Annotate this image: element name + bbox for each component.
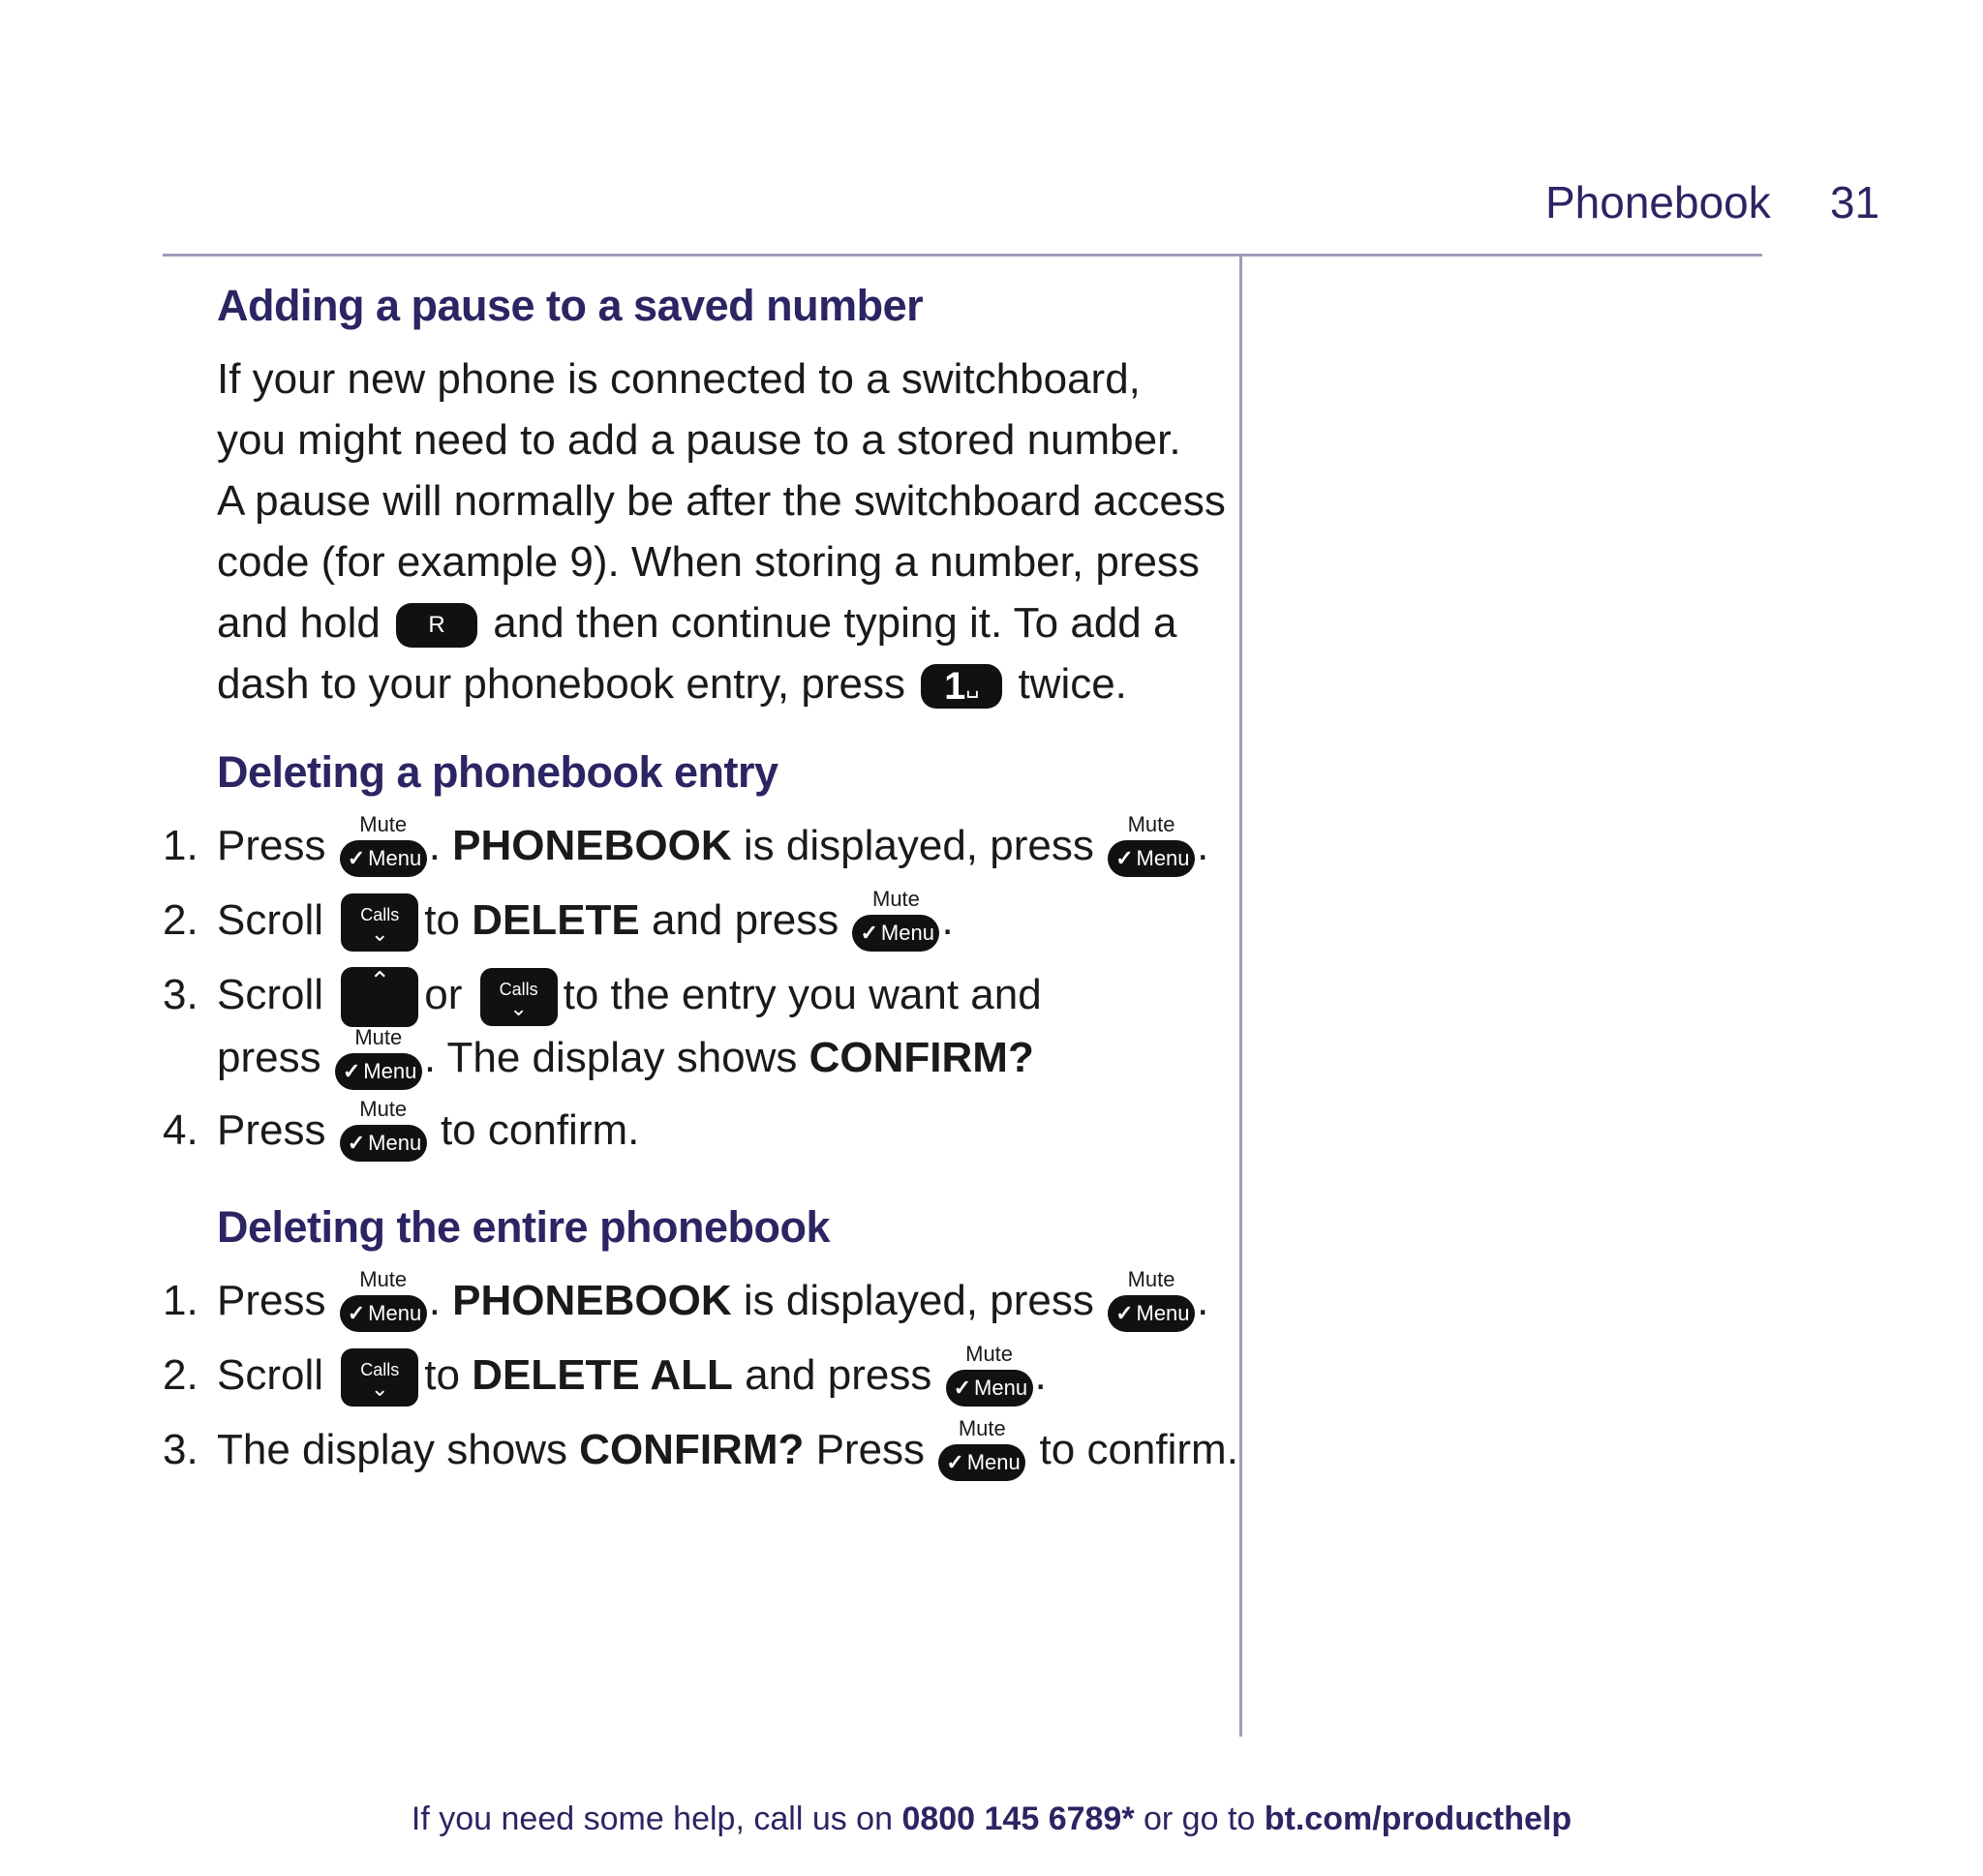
text: . [428, 822, 453, 869]
help-footer [0, 1800, 1983, 1838]
step-number: 1. [163, 822, 198, 869]
chevron-down-icon: ⌄ [371, 922, 389, 947]
mute-label: Mute [1127, 1267, 1175, 1292]
mute-label: Mute [965, 1342, 1014, 1367]
help-phone-number: 0800 145 6789* [901, 1800, 1135, 1837]
step-number: 3. [163, 971, 198, 1018]
menu-key-icon [335, 1024, 422, 1092]
menu-key [1108, 840, 1195, 877]
text: is displayed, press [731, 822, 1094, 869]
pause-paragraph [217, 348, 1224, 714]
calls-label: Calls [360, 1360, 400, 1380]
text: . [428, 1277, 453, 1324]
menu-key-icon [852, 887, 939, 953]
display-term: PHONEBOOK [452, 822, 732, 869]
text: Scroll [217, 896, 324, 944]
help-url: bt.com/producthelp [1264, 1800, 1572, 1837]
calls-label: Calls [499, 980, 538, 1000]
check-icon: ✓ [1115, 1301, 1134, 1326]
menu-key [340, 840, 427, 877]
page-number: 31 [1830, 177, 1880, 227]
menu-key [946, 1370, 1033, 1407]
list-item [163, 1342, 1047, 1408]
calls-label: Calls [360, 905, 400, 925]
menu-key [335, 1053, 422, 1090]
check-icon: ✓ [342, 1058, 361, 1083]
pause-line [217, 653, 1224, 714]
mute-label: Mute [958, 1416, 1006, 1441]
text: and hold [217, 599, 381, 647]
text: is displayed, press [731, 1277, 1094, 1324]
text: to the entry you want and [563, 971, 1042, 1018]
chevron-down-icon: ⌄ [509, 996, 528, 1021]
display-term: CONFIRM? [579, 1426, 805, 1473]
display-term: CONFIRM? [808, 1034, 1034, 1082]
menu-key [1108, 1295, 1195, 1332]
text: to [424, 1351, 473, 1399]
section-title-delete-entry: Deleting a phonebook entry [217, 747, 778, 797]
mute-label: Mute [359, 1097, 408, 1122]
menu-key [852, 915, 939, 952]
pause-line: If your new phone is connected to a switchboard, [217, 355, 1141, 403]
step-number: 3. [163, 1426, 198, 1473]
calls-down-key-icon [341, 893, 418, 952]
check-icon: ✓ [347, 1131, 366, 1156]
mute-label: Mute [354, 1024, 403, 1049]
section-title-delete-all: Deleting the entire phonebook [217, 1202, 831, 1252]
mute-label: Mute [872, 887, 920, 912]
menu-label: Menu [966, 1450, 1021, 1475]
text: Scroll [217, 1351, 324, 1399]
text: The display shows [217, 1426, 580, 1473]
menu-label: Menu [368, 1301, 422, 1326]
mute-label: Mute [359, 812, 408, 837]
menu-label: Menu [1136, 1301, 1190, 1326]
menu-key-icon [340, 1097, 427, 1164]
check-icon: ✓ [1115, 846, 1134, 871]
one-key-digit: 1 [944, 665, 966, 709]
menu-key-icon [938, 1416, 1025, 1483]
text: to confirm. [440, 1106, 640, 1154]
list-item [163, 964, 1042, 1092]
menu-key [938, 1444, 1025, 1481]
mute-label: Mute [1127, 812, 1175, 837]
menu-label: Menu [974, 1376, 1028, 1401]
check-icon: ✓ [953, 1376, 972, 1401]
menu-label: Menu [880, 921, 934, 946]
one-key-icon [921, 664, 1002, 709]
step-number: 1. [163, 1277, 198, 1324]
text: . [1034, 1351, 1047, 1399]
header-rule [163, 254, 1762, 257]
text: or go to [1134, 1800, 1265, 1837]
menu-key-icon [946, 1342, 1033, 1408]
text: Scroll [217, 971, 324, 1018]
text: . [941, 896, 954, 944]
text: to [424, 896, 473, 944]
text: or [424, 971, 463, 1018]
step-number: 2. [163, 1351, 198, 1399]
display-term: PHONEBOOK [452, 1277, 732, 1324]
list-item [163, 1097, 640, 1164]
check-icon: ✓ [347, 1301, 366, 1326]
text: and press [639, 896, 839, 944]
chevron-down-icon: ⌄ [371, 1377, 389, 1402]
pause-line: code (for example 9). When storing a number, press [217, 538, 1200, 586]
check-icon: ✓ [347, 846, 366, 871]
text: press [217, 1034, 321, 1082]
text: Press [217, 1277, 326, 1324]
check-icon: ✓ [860, 921, 878, 946]
step-continuation [163, 1024, 1042, 1091]
menu-label: Menu [363, 1058, 417, 1083]
text: Press [804, 1426, 926, 1473]
text: Press [217, 822, 326, 869]
display-term: DELETE ALL [472, 1351, 733, 1399]
column-divider [1239, 256, 1242, 1737]
text: and then continue typing it. To add a [493, 599, 1177, 647]
menu-key [340, 1125, 427, 1162]
menu-label: Menu [368, 846, 422, 871]
menu-label: Menu [368, 1131, 422, 1156]
mute-label: Mute [359, 1267, 408, 1292]
menu-key-icon [340, 812, 427, 879]
display-term: DELETE [472, 896, 640, 944]
chevron-up-icon: ⌃ [369, 966, 391, 996]
text: and press [732, 1351, 932, 1399]
list-item [163, 1267, 1209, 1334]
list-item [163, 812, 1209, 879]
text: dash to your phonebook entry, press [217, 660, 905, 708]
text: to confirm. [1039, 1426, 1238, 1473]
calls-down-key-icon [480, 968, 558, 1026]
step-number: 2. [163, 896, 198, 944]
menu-label: Menu [1136, 846, 1190, 871]
section-title-adding-pause: Adding a pause to a saved number [217, 281, 924, 330]
text: . [1197, 822, 1209, 869]
step-number: 4. [163, 1106, 198, 1154]
menu-key-icon [1108, 1267, 1195, 1334]
menu-key-icon [1108, 812, 1195, 879]
space-glyph: ␣ [965, 674, 980, 699]
pause-line: A pause will normally be after the switchboard access [217, 477, 1226, 525]
text: Press [217, 1106, 326, 1154]
menu-key-icon [340, 1267, 427, 1334]
text: twice. [1018, 660, 1127, 708]
calls-down-key-icon [341, 1348, 418, 1407]
text: . The display shows [423, 1034, 809, 1082]
pause-line [217, 592, 1224, 653]
menu-key [340, 1295, 427, 1332]
page-header-title: Phonebook [1545, 177, 1771, 227]
list-item [163, 887, 954, 953]
r-key-icon: R [396, 603, 477, 648]
check-icon: ✓ [946, 1450, 964, 1475]
text: . [1197, 1277, 1209, 1324]
pause-line: you might need to add a pause to a stored number. [217, 416, 1181, 464]
text: If you need some help, call us on [411, 1800, 902, 1837]
up-key-icon [341, 967, 418, 1027]
list-item [163, 1416, 1238, 1483]
